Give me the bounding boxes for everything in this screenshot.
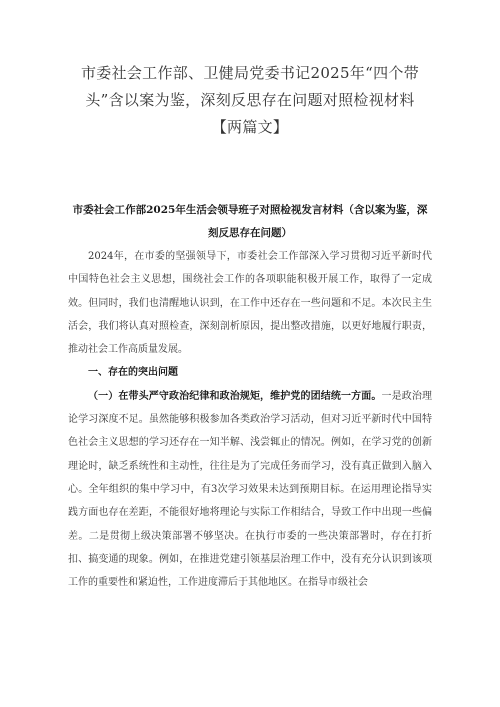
document-subtitle: 市委社会工作部2025年生活会领导班子对照检视发言材料（含以案为鉴，深刻反思存在问题）: [72, 204, 428, 239]
document-title: 市委社会工作部、卫健局党委书记2025年“四个带头”含以案为鉴，深刻反思存在问题对照检视材料【两篇文】: [80, 64, 420, 136]
point-one-body: 一是政治理论学习深度不足。虽然能够积极参加各类政治学习活动，但对习近平新时代中国特色社会主义思想的学习还存在一知半解、浅尝辄止的情况。例如，在学习党的创新理论时，缺乏系统性和主动性，往往是为了完成任务而学习，没有真正做到入脑入心。全年组织的集中学习中，有3次学习效果未达到预期目标。在运用理论指导实践方面也存在差距，不能很好地将理论与实际工作相结合，导致工作中出现一些偏差。二是贯彻上级决策部署不够坚决。在执行市委的一些决策部署时，存在打折扣、搞变通的现象。例如，在推进党建引领基层治理工作中，没有充分认识到该项工作的重要性和紧迫性，工作进度滞后于其他地区。在指导市级社会: [68, 390, 433, 589]
point-one-paragraph: [68, 385, 432, 595]
point-one-lead: （一）在带头严守政治纪律和政治规矩，维护党的团结统一方面。: [88, 390, 382, 402]
intro-paragraph: 2024年，在市委的坚强领导下，市委社会工作部深入学习贯彻习近平新时代中国特色社会主义思想，围绕社会工作的各项职能积极开展工作，取得了一定成效。但同时，我们也清醒地认识到，在工作中还存在一些问题和不足。本次民主生活会，我们将认真对照检查，深刻剖析原因，提出整改措施，以更好地履行职责，推动社会工作高质量发展。: [68, 251, 432, 356]
section-heading: 一、存在的突出问题: [88, 367, 178, 379]
